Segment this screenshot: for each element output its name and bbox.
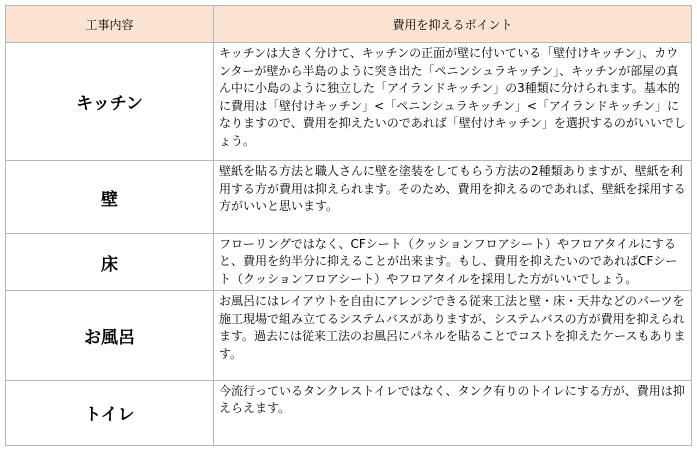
row-work-toilet: トイレ bbox=[6, 380, 214, 445]
header-points: 費用を抑えるポイント bbox=[214, 6, 692, 43]
header-work: 工事内容 bbox=[6, 6, 214, 43]
row-work-floor: 床 bbox=[6, 233, 214, 291]
table-row bbox=[6, 380, 692, 445]
row-work-wall: 壁 bbox=[6, 161, 214, 233]
table-row bbox=[6, 291, 692, 380]
row-point-floor: フローリングではなく、CFシート（クッションフロアシート）やフロアタイルにすると、費用を約半分に抑えることが出来ます。もし、費用を抑えたいのであればCFシート（クッションフロアシート）やフロアタイルを採用した方がいいでしょう。 bbox=[214, 233, 692, 291]
row-work-bath: お風呂 bbox=[6, 291, 214, 380]
row-point-kitchen: キッチンは大きく分けて、キッチンの正面が壁に付いている「壁付けキッチン」、カウンターが壁から半島のように突き出た「ペニンシュラキッチン」、キッチンが部屋の真ん中に小島のように独立した「アイランドキッチン」の3種類に分けられます。基本的に費用は「壁付けキッチン」<「ペニンシュラキッチン」<「アイランドキッチン」になりますので、費用を抑えたいのであれば「壁付けキッチン」を選択するのがいいでしょう。 bbox=[214, 43, 692, 161]
table-row bbox=[6, 161, 692, 233]
row-point-wall: 壁紙を貼る方法と職人さんに壁を塗装をしてもらう方法の2種類ありますが、壁紙を利用する方が費用は抑えられます。そのため、費用を抑えるのであれば、壁紙を採用する方がいいと思います。 bbox=[214, 161, 692, 233]
table-row bbox=[6, 233, 692, 291]
row-point-toilet: 今流行っているタンクレストイレではなく、タンク有りのトイレにする方が、費用は抑えらえます。 bbox=[214, 380, 692, 445]
table-header-row bbox=[6, 6, 692, 43]
cost-table-wrapper bbox=[5, 5, 691, 446]
table-row bbox=[6, 43, 692, 161]
cost-table bbox=[5, 5, 692, 446]
row-point-bath: お風呂にはレイアウトを自由にアレンジできる従来工法と壁・床・天井などのパーツを施工現場で組み立てるシステムバスがありますが、システムバスの方が費用を抑えられます。過去には従来工法のお風呂にパネルを貼ることでコストを抑えたケースもあります。 bbox=[214, 291, 692, 380]
row-work-kitchen: キッチン bbox=[6, 43, 214, 161]
